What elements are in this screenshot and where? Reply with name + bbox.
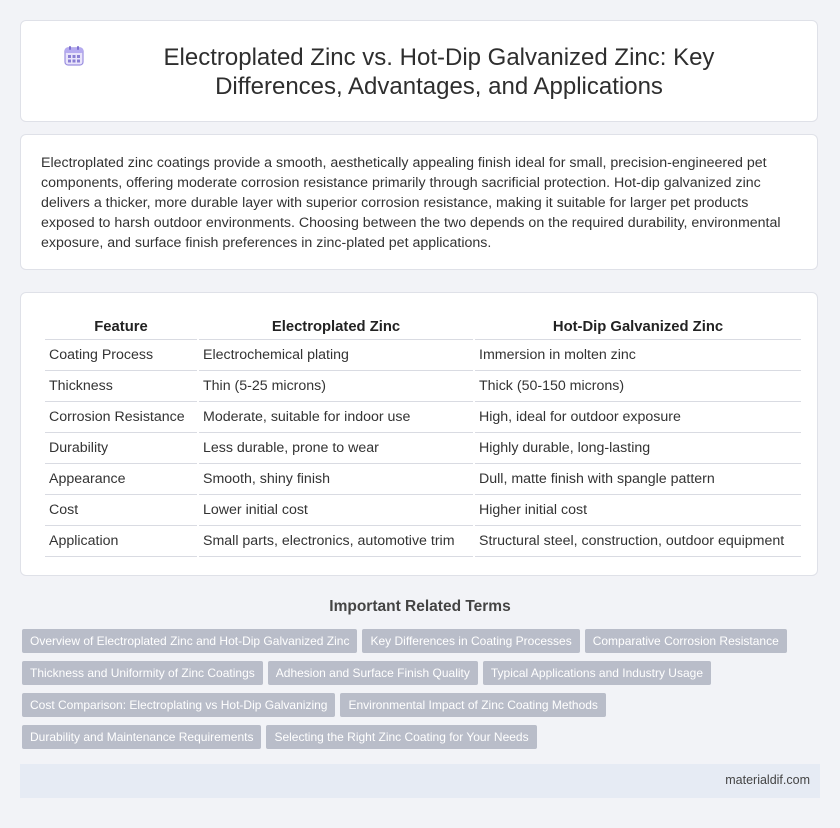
cell-electroplated: Lower initial cost [199, 495, 473, 526]
table-row [45, 526, 801, 557]
cell-hot-dip: Thick (50-150 microns) [475, 371, 801, 402]
cell-hot-dip: Highly durable, long-lasting [475, 433, 801, 464]
table-row [45, 495, 801, 526]
header-feature: Feature [45, 315, 197, 340]
header-hot-dip: Hot-Dip Galvanized Zinc [475, 315, 801, 340]
related-term-tag[interactable]: Comparative Corrosion Resistance [585, 629, 787, 653]
cell-feature: Corrosion Resistance [45, 402, 197, 433]
related-term-tag[interactable]: Cost Comparison: Electroplating vs Hot-Dip Galvanizing [22, 693, 335, 717]
table-row [45, 371, 801, 402]
related-term-tag[interactable]: Thickness and Uniformity of Zinc Coatings [22, 661, 263, 685]
cell-electroplated: Moderate, suitable for indoor use [199, 402, 473, 433]
cell-feature: Application [45, 526, 197, 557]
cell-electroplated: Smooth, shiny finish [199, 464, 473, 495]
header-electroplated: Electroplated Zinc [199, 315, 473, 340]
cell-hot-dip: Structural steel, construction, outdoor equipment [475, 526, 801, 557]
cell-feature: Thickness [45, 371, 197, 402]
intro-card [20, 134, 818, 270]
cell-feature: Cost [45, 495, 197, 526]
cell-feature: Appearance [45, 464, 197, 495]
related-term-tag[interactable]: Adhesion and Surface Finish Quality [268, 661, 478, 685]
related-term-tag[interactable]: Overview of Electroplated Zinc and Hot-Dip Galvanized Zinc [22, 629, 357, 653]
table-header-row [45, 315, 801, 340]
table-row [45, 402, 801, 433]
cell-hot-dip: Dull, matte finish with spangle pattern [475, 464, 801, 495]
related-terms-list [22, 629, 812, 757]
table-row [45, 340, 801, 371]
footer [20, 764, 820, 798]
related-terms-heading: Important Related Terms [329, 598, 511, 615]
comparison-table [43, 315, 803, 557]
cell-hot-dip: Immersion in molten zinc [475, 340, 801, 371]
cell-feature: Coating Process [45, 340, 197, 371]
table-row [45, 433, 801, 464]
cell-hot-dip: High, ideal for outdoor exposure [475, 402, 801, 433]
related-term-tag[interactable]: Environmental Impact of Zinc Coating Methods [340, 693, 605, 717]
intro-paragraph: Electroplated zinc coatings provide a smooth, aesthetically appealing finish ideal for small, precision-engineered pet components, offering moderate corrosion resistance primarily through sacrificial protection. Hot-dip galvanized zinc delivers a thicker, more durable layer with superior corrosion resistance, making it suitable for larger pet products exposed to harsh outdoor environments. Choosing between the two depends on the required durability, environmental exposure, and surface finish preferences in zinc-plated pet applications. [41, 155, 781, 251]
comparison-card [20, 292, 818, 576]
related-term-tag[interactable]: Key Differences in Coating Processes [362, 629, 579, 653]
title-card [20, 20, 818, 122]
cell-feature: Durability [45, 433, 197, 464]
cell-electroplated: Electrochemical plating [199, 340, 473, 371]
table-row [45, 464, 801, 495]
related-term-tag[interactable]: Typical Applications and Industry Usage [483, 661, 711, 685]
cell-electroplated: Thin (5-25 microns) [199, 371, 473, 402]
cell-electroplated: Less durable, prone to wear [199, 433, 473, 464]
cell-electroplated: Small parts, electronics, automotive trim [199, 526, 473, 557]
related-term-tag[interactable]: Durability and Maintenance Requirements [22, 725, 261, 749]
related-term-tag[interactable]: Selecting the Right Zinc Coating for Your Needs [266, 725, 536, 749]
page-title: Electroplated Zinc vs. Hot-Dip Galvanized Zinc: Key Differences, Advantages, and Applications [163, 44, 715, 100]
footer-site-link[interactable]: materialdif.com [725, 773, 810, 787]
cell-hot-dip: Higher initial cost [475, 495, 801, 526]
